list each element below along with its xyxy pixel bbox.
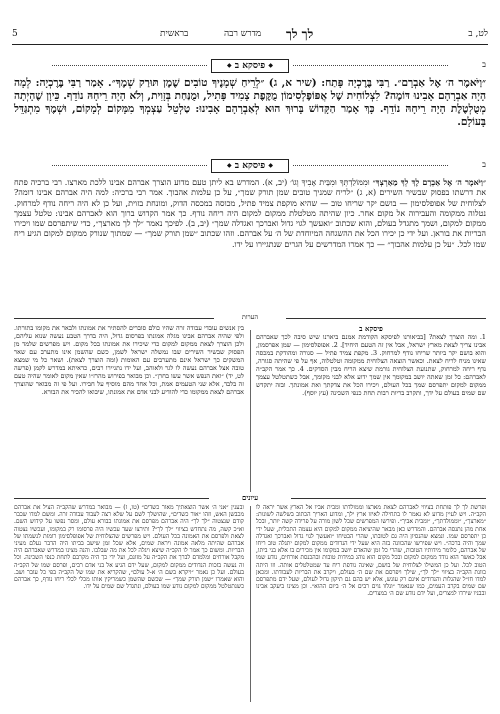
commentary-rule-left <box>14 498 209 499</box>
section-title-1 <box>12 59 488 73</box>
parasha-name: לך לך <box>286 27 314 41</box>
diamond-icon: ◆ <box>227 162 232 169</box>
section-title-2 <box>12 159 488 173</box>
ornament-line-left <box>52 65 207 66</box>
source-name: מדרש רבה <box>224 29 262 39</box>
ornament-line-left <box>52 165 207 166</box>
elucidation-text <box>14 177 486 250</box>
diamond-icon: ◆ <box>268 62 273 69</box>
notes-column-title: פיסקא ב <box>359 324 383 333</box>
commentary-rule-right <box>291 498 486 499</box>
ornament-line-right <box>293 65 448 66</box>
notes-right-column <box>256 324 486 397</box>
notes-right-text: 1. ומה הוצרך לצאת? [בביאורנו לפיסקא הקודמת אמנם ביארנו שיש סיבה לכך שאברהם אבינו צריך לצאת מארץ ישראל, אבל אין זה הטעם היחיד]. 2. אפופלסימון — שמן אפרסמון, והוא בושם יקר ביותר שריחו נודף למרחוק. 3. מקפת צמיד פתיל — סגורה ומהודקת במכסה שאינו מניח לריח לצאת. וכאשר הוצאה הצלוחית ממקומה וטלטלוה, אף על פי שהיתה סגורה, נדף ריחה למרחוק, שתנועת הצלוחית גורמת שיצא הריח מבין הסדקים. 4. כך אמר הקב״ה לאברהם: כל זמן שאתה יושב במקומך אין שמך ידוע אלא לבני מקומך, אבל כשתטלטל עצמך ממקום למקום יתפרסם שמך בכל העולם, ויכירו הכל את צדקתך ואת אמונתך. ובזה יתקדש שם שמים בעולם על ידך, ותקרב בריות רבות תחת כנפי השכינה (עץ יוסף). <box>256 333 486 398</box>
notes-title: הערות <box>241 313 259 321</box>
folio-ref: לט, ב <box>468 29 488 39</box>
ornament-line-right <box>293 165 448 166</box>
section-letter: ב <box>482 60 486 69</box>
section-label-box <box>211 59 289 73</box>
notes-rule-right <box>286 318 486 319</box>
diamond-icon: ◆ <box>268 162 273 169</box>
section-letter: ב <box>482 160 486 169</box>
commentary-left-text: ובענין ״אני ה׳ אשר הוצאתיך מאור כשדים״ (טו, ז) — מבואר במדרש שהקב״ה הציל את אברהם מכבשן האש, וזהו ״אור כשדים״, שהושלך לשם על שלא רצה לעבוד עבודה זרה. ומשם למדו שכבר קודם שנצטוה ״לך לך״ היה אברהם מפרסם את אמונתו בבורא עולם, ומסר נפשו על קידוש השם. וא״כ קשה, מה נתחדש בציווי ״לך לך״? ותירצו שעד עכשיו היה פרסומו רק במקומו, ועכשיו נצטוה לצאת ולפרסם את האמונה בכל העולם. ויש מפרשים שהצלוחית של אפופלסימון רומזת לנשמתו של אברהם שהיתה מלאה אמונה ויראת שמים, אלא שכל זמן שישב בביתו היה הדבר נעלם מעיני הבריות. ומשום כך אמר לו הקב״ה שיצא ויגלה לכל את מה שבלבו. והנה מצינו במדרש שאברהם היה מקבל אורחים ומלמדם לברך את הקב״ה על מזונם, ועל ידי כך היה מקרבם לתחת כנפי השכינה. וכל זה נעשה בזכות הנדודים ממקום למקום, שעל ידם הגיע אל בני אדם רבים, ופרסם שמו של הקב״ה בעולם. ועל כן נאמר ״ויקרא בשם ה׳ א-ל עולם״, שהקריא את שמו של הקב״ה בפי כל עובר ושב. והוא שאמרו ״שמן תורק שמך״ — שכשם שהשמן כשמריקין אותו מכלי לכלי ריחו נודף, כך אברהם כשנתטלטל ממקום למקום נודע שמו בעולם, ונתגדל שם שמים על ידו. <box>14 504 244 591</box>
section-label: פיסקא ב <box>234 161 266 171</box>
book-name: בראשית <box>160 29 189 39</box>
vocalized-midrash-text: ״וַיֹּאמֶר ה׳ אֶל אַבְרָם״. רַבִּי בֶּרֶכְיָה פָּתַח: (שיר א, ג) ״לְרֵיחַ שְׁמָנֶיךָ טוֹבִים שֶׁמֶן תּוּרַק שְׁמֶךָ״. אָמַר רַבִּי בֶּרֶכְיָה: לְמָה הָיָה אַבְרָהָם אָבִינוּ דּוֹמֶה? לִצְלוֹחִית שֶׁל אֲפּוֹפֶּלְסִימוֹן מֻקֶּפֶת צָמִיד פָּתִיל, וּמֻנַּחַת בְּזָוִית, וְלֹא הָיָה רֵיחָהּ נוֹדֵף. כֵּיוָן שֶׁהָיְתָה מְטֻלְטֶלֶת הָיָה רֵיחָהּ נוֹדֵף. כָּךְ אָמַר הַקָּדוֹשׁ בָּרוּךְ הוּא לְאַבְרָהָם אָבִינוּ: טַלְטֵל עַצְמְךָ מִמָּקוֹם לְמָקוֹם, וּשְׁמֶךָ מִתְגַּדֵּל בָּעוֹלָם. <box>14 77 486 128</box>
running-header <box>10 28 490 42</box>
commentary-left-column <box>14 504 244 590</box>
notes-column-divider <box>250 330 251 492</box>
notes-left-text: בין אנשים עובדי עבודה זרה שהיו כולם סוברים להסתיר את אמונתו ולבאר את מקומו בתורתו. ולפי שהיה אברהם אבינו מגלה אמונתו בפרסום גדול, היה בדרך הטבע נעשה שנוא עליהם, ולכן הוצרך לצאת ממקום למקום כדי שיכירו את אמונתו בכל מקום. ויש מפרשים שלמד מן הפסוק שבשיר השירים שבו נמשלה ישראל לשמן, כשם שהשמן אינו מתערב עם שאר המשקים כך ישראל אינם מתערבים עם האומות (ומה הוצרך לצאת). ושאר כל מי שמצא טובה אצל אברהם נעשה לו לגר ולאוהב, ועל ידו נתגיירו רבים, כדאיתא במדרש לקמן (פרשה לט, יד) ״ואת הנפש אשר עשו בחרן״. וכן מבואר בפירוש מהרז״ו שאין מקום לאומר שהיה טעם זה בלבד, אלא שני הטעמים אמת, וכל אחד מהם מוסיף על חבירו. ועל פי זה מבואר שהוצרך אברהם לצאת ממקומו כדי להודיע לבני אדם את אמונתו, שיבואו להכיר את הבורא. <box>14 324 244 397</box>
commentary-header <box>14 493 486 503</box>
diamond-icon: ◆ <box>227 62 232 69</box>
commentary-title: עיונים <box>241 493 259 502</box>
elucidation-lemma: ״וַיֹּאמֶר ה׳ אֶל אַבְרָם לֶךְ לְךָ מֵאַרְצְךָ״ <box>372 177 486 187</box>
page-number: 5 <box>12 29 18 39</box>
section-label: פיסקא ב <box>234 61 266 71</box>
header-rule <box>12 44 488 45</box>
section-label-box <box>211 159 289 173</box>
elucidation-body: וּמִמּוֹלַדְתְּךָ וּמִבֵּית אָבִיךָ וְגוֹ׳ (יב, א). המדרש בא ליתן טעם מדוע הוצרך אברהם אבינו ללכת מארצו. רבי ברכיה פתח את דרשתו בפסוק שבשיר השירים (א, ג) ״לריח שמניך טובים שמן תורק שמך״, על כן עלמות אהבוך. אמר רבי ברכיה: למה היה אברהם אבינו דומה? לצלוחית של אפופלסימון — בושם יקר שריחו טוב — שהיא מוקפת צמיד פתיל, מכוסה במכסה הדוק, ומונחת בזוית, ועל כן לא היה ריחה נודף למרחוק. נטלוה ממקומה והעבירוה אל מקום אחר. כיון שהיתה מטלטלת ממקום למקום היה ריחה נודף. כך אמר הקדוש ברוך הוא לאברהם אבינו: טלטל עצמך ממקום למקום, ושמך מתגדל בעולם, והוא שכתוב ״ואעשך לגוי גדול ואברכך ואגדלה שמך״ (יב, ב). לפיכך נאמר ״לך לך מארצך״, כדי שיתפרסם שמו ויכירו הבריות את בוראן. ועל ידי כן יכירו הכל את ההשגחה המיוחדת של ה׳ על אברהם. וזהו שכתוב ״שמן תורק שמך״ — שמתוך שנורק ממקום למקום הגיע ריח שמו לכל. ״על כן עלמות אהבוך״ — כך אמרו המדרשים על הגרים שנתגיירו על ידו. <box>14 178 487 249</box>
notes-rule-left <box>14 318 214 319</box>
notes-header <box>14 313 486 323</box>
commentary-column-divider <box>250 506 251 702</box>
commentary-right-text: ופרשת לך לך פותחת בציווי לאברהם לצאת מארצו וממולדתו ומבית אביו אל הארץ אשר יראה לו הקב״ה. ויש לעיין מדוע לא נאמר לו בתחילה לאיזו ארץ ילך, ומדוע האריך הכתוב בשלשה לשונות: ״מארצך״, ״וממולדתך״, ״ומבית אביך״. ופירשו המפרשים שכל לשון מורה על פרידה קשה יותר, ובכל אחת מהן נתנסה אברהם. והמדרש כאן מבאר שהיציאה ממקום למקום היא עצמה התכלית, שעל ידי כן יתפרסם שמו. ונמצא שהנסיון היה גם לטובתו, שהרי הבטיחו ״ואעשך לגוי גדול ואברכך ואגדלה שמך והיה ברכה״. ויש שפירשו שהכוונה בזה היא שעל ידי הנדודים ממקום למקום יתגלה טוב ריחו של אברהם, כלומר מידותיו הטובות, שהרי כל זמן שהאדם יושב במקומו אין מכירים בו אלא בני ביתו, אבל כאשר הוא נודד ממקום למקום ובכל מקום הוא נוהג במידות טובות ובהכנסת אורחים, נודע שמו הטוב לכל. ועל כן המשילו לצלוחית של בושם, שאינה נודפת ריח עד שמטלטלים אותה. וזו היתה כוונת הקב״ה בציווי ״לך לך״, שילך ויפרסם את שם ה׳ בעולם, ויקרב את הבריות לעבודתו. ומכאן למדו חז״ל שהגלות והנדודים אינם רק עונש, אלא יש בהם גם תיקון גדול לעולם, שעל ידם מתפרסם שם שמים בקרב העמים, כמו שנאמר ״ונלוו גוים רבים אל ה׳ ביום ההוא״. וכן מצינו ביעקב אבינו ובבניו שירדו למצרים, ועל ידם נודע שם ה׳ במצרים. <box>256 504 486 598</box>
commentary-right-column <box>256 504 486 598</box>
notes-left-column <box>14 324 244 396</box>
